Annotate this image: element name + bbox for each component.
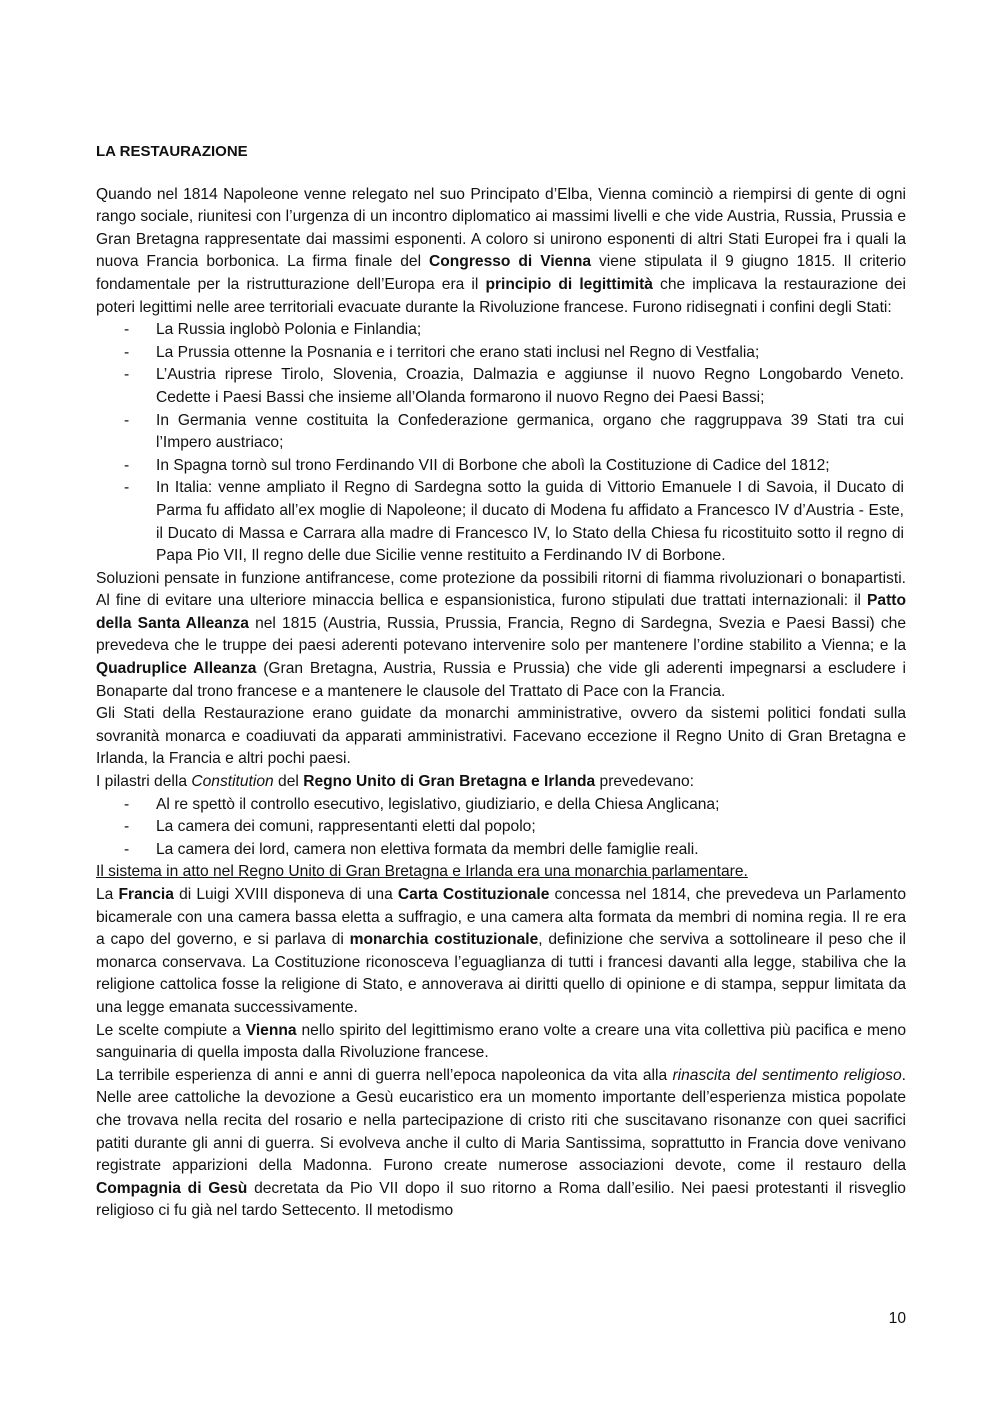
text-run: che implicava la restaurazione dei poteri legittimi nelle aree territoriali evacuate durante la Rivoluzione francese. Furono ridisegnati i confini degli Stati: <box>96 275 906 316</box>
text-run: di Luigi XVIII disponeva di una <box>173 886 398 903</box>
list-item: - La Russia inglobò Polonia e Finlandia; <box>156 319 906 342</box>
bold-term: Quadruplice Alleanza <box>96 660 257 678</box>
paragraph-parliamentary-monarchy: Il sistema in atto nel Regno Unito di Gran Bretagna e Irlanda era una monarchia parlamentare. <box>96 863 748 881</box>
bold-term: Congresso di Vienna <box>429 253 592 271</box>
text-run: Le scelte compiute a <box>96 1021 246 1039</box>
section-title: LA RESTAURAZIONE <box>96 143 248 160</box>
list-item: - La Prussia ottenne la Posnania e i territori che erano stati inclusi nel Regno di Vestfalia; <box>156 342 906 365</box>
text-run: . Nelle aree cattoliche la devozione a Gesù eucaristico era un momento importante dell’esperienza mistica popolate che trovava nella recita del rosario e nella partecipazione di cristo riti che suscitavano risonanze con quei sacrifici patiti durante gli anni di guerra. Si evolveva anche il culto di Maria Santissima, soprattutto in Francia dove venivano registrate apparizioni della Madonna. Furono create numerose associazioni devote, come il restauro della <box>96 1066 906 1175</box>
list-item: - La camera dei comuni, rappresentanti eletti dal popolo; <box>156 816 906 839</box>
text-run: (Gran Bretagna, Austria, Russia e Prussia) che vide gli aderenti impegnarsi a escludere i Bonaparte dal trono francese e a mantenere le clausole del Trattato di Pace con la Francia. <box>96 660 906 700</box>
text-run: Soluzioni pensate in funzione antifrancese, come protezione da possibili ritorni di fiamma rivoluzionari o bonapartisti. Al fine di evitare una ulteriore minaccia bellica e espansionistica, furono stipulati due trattati internazionali: il <box>96 569 906 610</box>
constitution-list <box>96 794 906 862</box>
list-item: - La camera dei lord, camera non elettiva formata da membri delle famiglie reali. <box>156 839 906 862</box>
text-run: Quando nel 1814 Napoleone venne relegato nel suo Principato d’Elba, Vienna cominciò a riempirsi di gente di ogni rango sociale, riunitesi con l’urgenza di un incontro diplomatico ai massimi livelli e che vide Austria, Russia, Prussia e Gran Bretagna rappresentate dai massimi esponenti. A coloro si unirono esponenti di altri Stati Europei fra i quali la nuova Francia borbonica. La firma finale del <box>96 185 906 271</box>
text-run: nel 1815 (Austria, Russia, Prussia, Francia, Regno di Sardegna, Svezia e Paesi Bassi) che prevedeva che le truppe dei paesi aderenti potevano intervenire solo per mantenere l’ordine stabilito a Vienna; e la <box>96 614 906 655</box>
paragraph-vienna-choices <box>96 1020 906 1065</box>
text-run: I pilastri della <box>96 773 192 791</box>
italic-term: Constitution <box>191 773 274 791</box>
italic-term: rinascita del sentimento religioso <box>672 1066 902 1084</box>
borders-list <box>96 319 906 568</box>
text-run: , definizione che serviva a sottolineare il peso che il monarca conservava. La Costituzione riconosceva l’eguaglianza di tutti i francesi davanti alla legge, stabiliva che la religione cattolica fosse la religione di Stato, e annoverava ai diritti quello di opinione e di stampa, seppur limitata da una legge emanata successivamente. <box>96 931 906 1016</box>
text-run: viene stipulata il 9 giugno 1815. Il criterio fondamentale per la ristrutturazione dell’Europa era il <box>96 253 906 293</box>
page-number: 10 <box>888 1310 906 1327</box>
document-page <box>96 141 906 1223</box>
text-run: decretata da Pio VII dopo il suo ritorno a Roma dall’esilio. Nei paesi protestanti il risveglio religioso ci fu già nel tardo Settecento. Il metodismo <box>96 1179 906 1220</box>
text-run: nello spirito del legittimismo erano volte a creare una vita collettiva più pacifica e meno sanguinaria di quella imposta dalla Rivoluzione francese. <box>96 1021 906 1062</box>
paragraph-religion <box>96 1065 906 1223</box>
list-item: - In Spagna tornò sul trono Ferdinando VII di Borbone che abolì la Costituzione di Cadice del 1812; <box>156 455 906 478</box>
text-run: La <box>96 886 119 903</box>
bold-term: Vienna <box>245 1021 297 1039</box>
list-item: - In Italia: venne ampliato il Regno di Sardegna sotto la guida di Vittorio Emanuele I di Savoia, il Ducato di Parma fu affidato all’ex moglie di Napoleone; il ducato di Modena fu affidato a Francesco IV d’Austria - Este, il Ducato di Massa e Carrara alla madre di Francesco IV, lo Stato della Chiesa fu ricostituito sotto il regno di Papa Pio VII, Il regno delle due Sicilie venne restituito a Ferdinando IV di Borbone. <box>156 477 906 567</box>
paragraph-france <box>96 884 906 1020</box>
text-run: del <box>273 773 304 791</box>
bold-term: Carta Costituzionale <box>397 886 550 903</box>
paragraph-alliances <box>96 568 906 704</box>
list-item: - Al re spettò il controllo esecutivo, legislativo, giudiziario, e della Chiesa Anglicana; <box>156 794 906 817</box>
list-item: - L’Austria riprese Tirolo, Slovenia, Croazia, Dalmazia e aggiunse il nuovo Regno Longobardo Veneto. Cedette i Paesi Bassi che insieme all’Olanda formarono il nuovo Regno dei Paesi Bassi; <box>156 364 906 409</box>
paragraph-congress <box>96 184 906 320</box>
bold-term: Patto della Santa Alleanza <box>96 592 906 632</box>
bold-term: Regno Unito di Gran Bretagna e Irlanda <box>303 773 596 791</box>
bold-term: Compagnia di Gesù <box>96 1179 248 1197</box>
text-run: concessa nel 1814, che prevedeva un Parlamento bicamerale con una camera bassa eletta a suffragio, e una camera alta formata da membri di nomina regia. Il re era a capo del governo, e si parlava di <box>96 886 906 949</box>
bold-term: Francia <box>118 886 174 903</box>
list-item: - In Germania venne costituita la Confederazione germanica, organo che raggruppava 39 Stati tra cui l’Impero austriaco; <box>156 410 906 455</box>
text-run: prevedevano: <box>595 773 695 791</box>
bold-term: monarchia costituzionale <box>349 931 539 949</box>
paragraph-constitution-intro <box>96 771 906 794</box>
bold-term: principio di legittimità <box>485 275 653 293</box>
paragraph-restoration-states: Gli Stati della Restaurazione erano guidate da monarchi amministrative, ovvero da sistemi politici fondati sulla sovranità monarca e coadiuvati da apparati amministrativi. Facevano eccezione il Regno Unito di Gran Bretagna e Irlanda, la Francia e altri pochi paesi. <box>96 705 906 768</box>
text-run: La terribile esperienza di anni e anni di guerra nell’epoca napoleonica da vita alla <box>96 1066 673 1084</box>
